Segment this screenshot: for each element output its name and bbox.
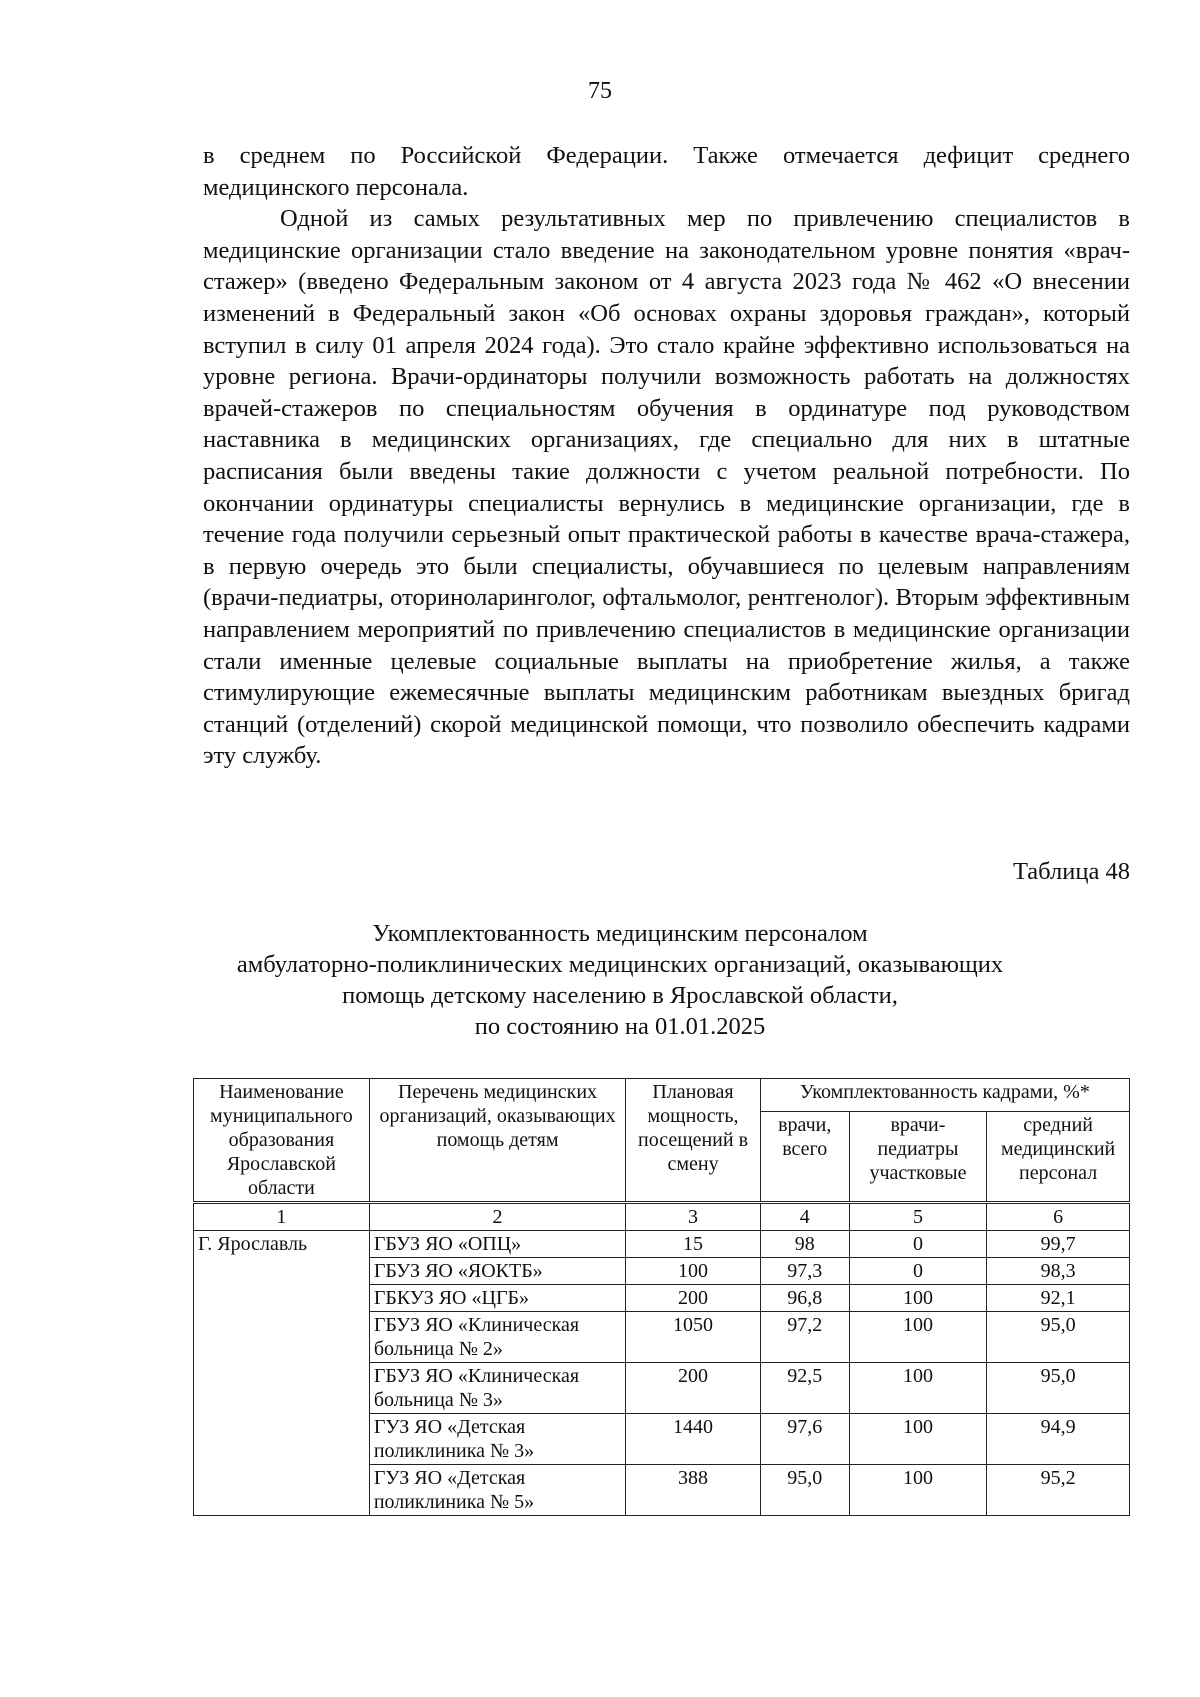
mid-staff-cell: 95,0 [987, 1363, 1130, 1414]
header-mid-level-staff: средний медицинский персонал [987, 1111, 1130, 1203]
column-number: 5 [849, 1203, 987, 1231]
organization-cell: ГУЗ ЯО «Детская поликлиника № 5» [369, 1465, 625, 1516]
table-title-line: по состоянию на 01.01.2025 [474, 1013, 766, 1040]
organization-cell: ГБУЗ ЯО «ЯОКТБ» [369, 1258, 625, 1285]
mid-staff-cell: 99,7 [987, 1231, 1130, 1258]
municipality-cell: Г. Ярославль [194, 1231, 370, 1516]
header-municipality: Наименование муниципального образования Ярославской области [194, 1079, 370, 1203]
table-title-line: помощь детскому населению в Ярославской области, [342, 982, 898, 1009]
organization-cell: ГБКУЗ ЯО «ЦГБ» [369, 1285, 625, 1312]
pediatricians-cell: 0 [849, 1258, 987, 1285]
doctors-cell: 95,0 [760, 1465, 849, 1516]
mid-staff-cell: 92,1 [987, 1285, 1130, 1312]
mid-staff-cell: 98,3 [987, 1258, 1130, 1285]
page-number: 75 [588, 78, 612, 104]
organization-cell: ГБУЗ ЯО «Клиническая больница № 2» [369, 1312, 625, 1363]
capacity-cell: 100 [626, 1258, 760, 1285]
mid-staff-cell: 94,9 [987, 1414, 1130, 1465]
doctors-cell: 97,6 [760, 1414, 849, 1465]
organization-cell: ГБУЗ ЯО «Клиническая больница № 3» [369, 1363, 625, 1414]
column-number: 6 [987, 1203, 1130, 1231]
pediatricians-cell: 100 [849, 1285, 987, 1312]
pediatricians-cell: 0 [849, 1231, 987, 1258]
header-capacity: Плановая мощность, посещений в смену [626, 1079, 760, 1203]
table-title-line: амбулаторно-поликлинических медицинских организаций, оказывающих [236, 951, 1004, 978]
capacity-cell: 15 [626, 1231, 760, 1258]
table-label: Таблица 48 [1012, 858, 1130, 885]
header-district-pediatricians: врачи-педиатры участковые [849, 1111, 987, 1203]
capacity-cell: 1050 [626, 1312, 760, 1363]
column-number: 4 [760, 1203, 849, 1231]
header-staffing-group: Укомплектованность кадрами, %* [760, 1079, 1129, 1112]
doctors-cell: 98 [760, 1231, 849, 1258]
column-number: 3 [626, 1203, 760, 1231]
pediatricians-cell: 100 [849, 1414, 987, 1465]
organization-cell: ГБУЗ ЯО «ОПЦ» [369, 1231, 625, 1258]
header-doctors-total: врачи, всего [760, 1111, 849, 1203]
table-title [180, 918, 1060, 1042]
doctors-cell: 97,2 [760, 1312, 849, 1363]
table-title-line: Укомплектованность медицинским персоналом [372, 920, 868, 947]
mid-staff-cell: 95,0 [987, 1312, 1130, 1363]
doctors-cell: 96,8 [760, 1285, 849, 1312]
staffing-table [193, 1078, 1130, 1516]
capacity-cell: 1440 [626, 1414, 760, 1465]
column-number: 1 [194, 1203, 370, 1231]
pediatricians-cell: 100 [849, 1312, 987, 1363]
paragraph: в среднем по Российской Федерации. Также отмечается дефицит среднего медицинского персонала. [203, 142, 1130, 201]
doctors-cell: 92,5 [760, 1363, 849, 1414]
body-text [203, 140, 1130, 772]
paragraph: Одной из самых результативных мер по привлечению специалистов в медицинские организации стало введение на законодательном уровне понятия «врач-стажер» (введено Федеральным законом от 4 августа 2023 года № 462 «О внесении изменений в Федеральный закон «Об основах охраны здоровья граждан», который вступил в силу 01 апреля 2024 года). Это стало крайне эффективно использоваться на уровне региона. Врачи-ординаторы получили возможность работать на должностях врачей-стажеров по специальностям обучения в ординатуре под руководством наставника в медицинских организациях, где специально для них в штатные расписания были введены такие должности с учетом реальной потребности. По окончании ординатуры специалисты вернулись в медицинские организации, где в течение года получили серьезный опыт практической работы в качестве врача-стажера, в первую очередь это были специалисты, обучавшиеся по целевым направлениям (врачи-педиатры, оториноларинголог, офтальмолог, рентгенолог). Вторым эффективным направлением мероприятий по привлечению специалистов в медицинские организации стали именные целевые социальные выплаты на приобретение жилья, а также стимулирующие ежемесячные выплаты медицинским работникам выездных бригад станций (отделений) скорой медицинской помощи, что позволило обеспечить кадрами эту службу. [203, 205, 1130, 770]
organization-cell: ГУЗ ЯО «Детская поликлиника № 3» [369, 1414, 625, 1465]
capacity-cell: 200 [626, 1285, 760, 1312]
header-organizations: Перечень медицинских организаций, оказывающих помощь детям [369, 1079, 625, 1203]
pediatricians-cell: 100 [849, 1465, 987, 1516]
doctors-cell: 97,3 [760, 1258, 849, 1285]
capacity-cell: 388 [626, 1465, 760, 1516]
pediatricians-cell: 100 [849, 1363, 987, 1414]
mid-staff-cell: 95,2 [987, 1465, 1130, 1516]
column-number-row [194, 1203, 1130, 1231]
column-number: 2 [369, 1203, 625, 1231]
capacity-cell: 200 [626, 1363, 760, 1414]
table-row [194, 1231, 1130, 1258]
